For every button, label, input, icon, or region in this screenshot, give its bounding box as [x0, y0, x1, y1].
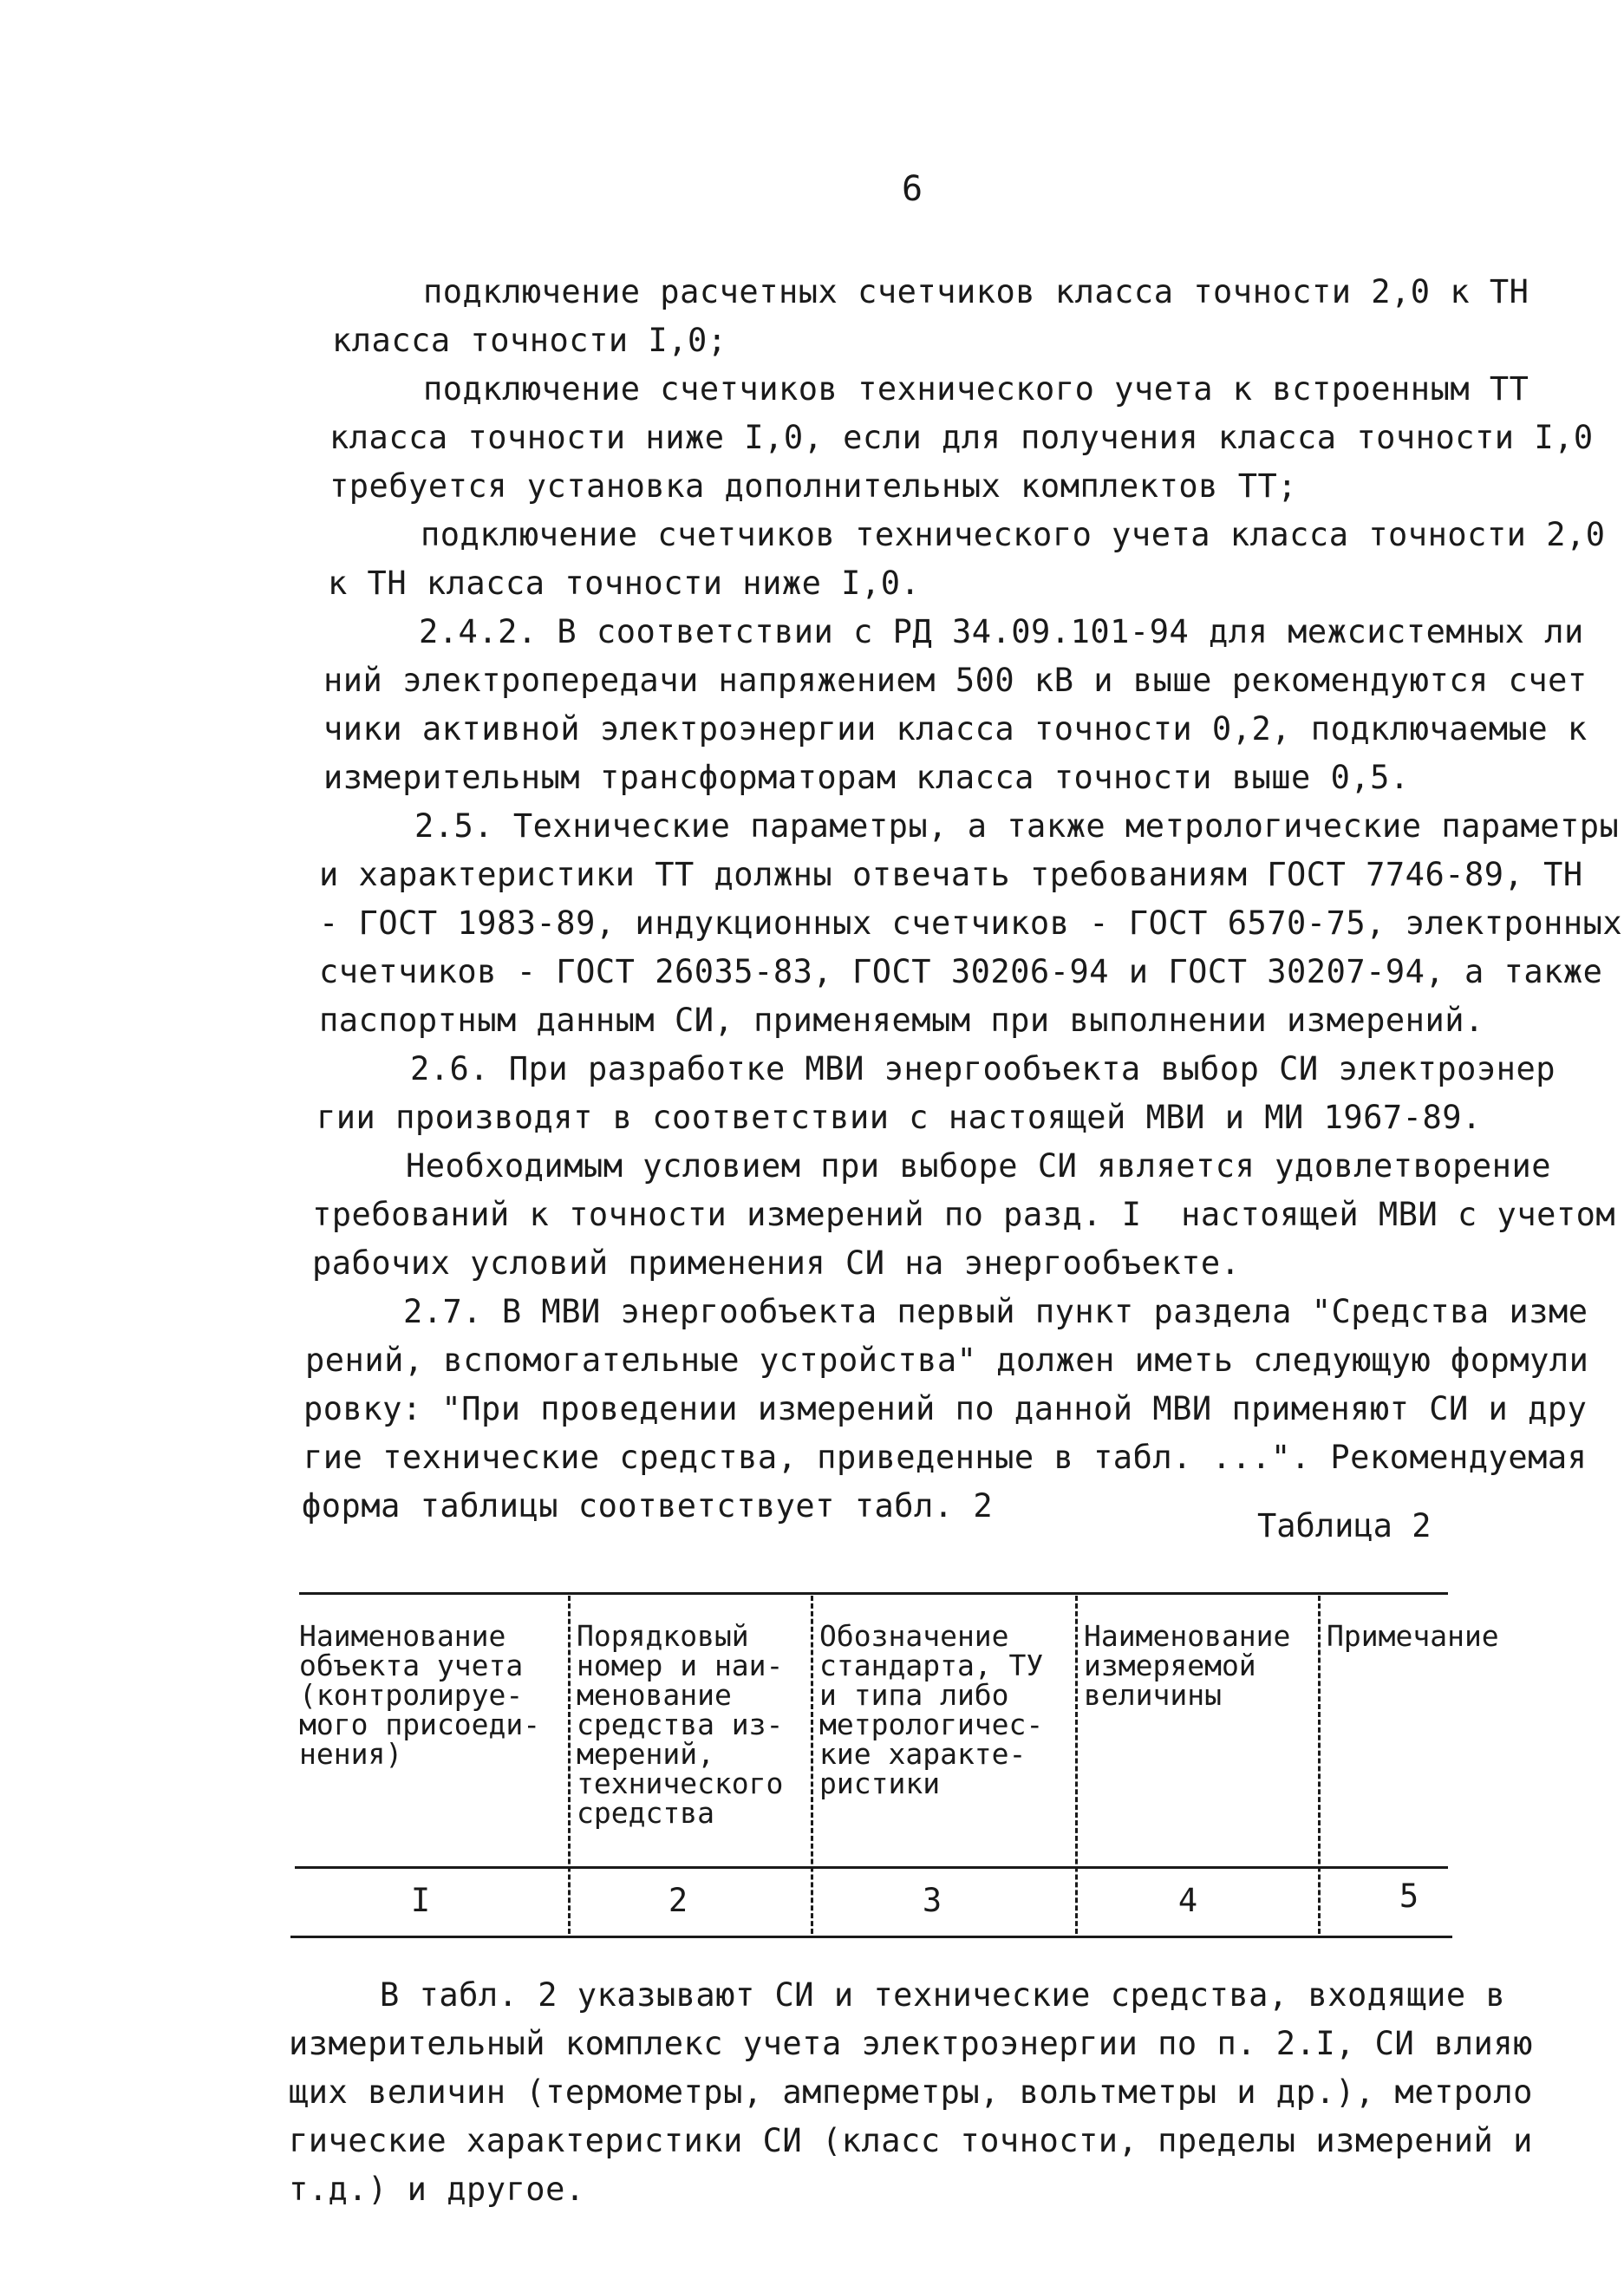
table-column-divider — [1318, 1596, 1321, 1934]
body-line: ровку: "При проведении измерений по данной МВИ применяют СИ и дру — [303, 1390, 1588, 1427]
table-column-divider — [1075, 1596, 1078, 1934]
table-header-line: средства из- — [577, 1708, 784, 1741]
body-line: паспортным данным СИ, применяемым при выполнении измерений. — [319, 1002, 1484, 1039]
body-line: измерительным трансформаторам класса точности выше 0,5. — [323, 759, 1410, 796]
body-line: класса точности ниже I,0, если для получения класса точности I,0 — [329, 419, 1594, 456]
body-line: 2.5. Технические параметры, а также метрологические параметры — [414, 807, 1620, 845]
page-number: 6 — [902, 169, 923, 209]
table-header-line: Наименование — [1084, 1619, 1291, 1653]
body-line: счетчиков - ГОСТ 26035-83, ГОСТ 30206-94 и ГОСТ 30207-94, а также — [319, 953, 1603, 990]
table-header-line: метрологичес- — [819, 1708, 1044, 1741]
body-line: к ТН класса точности ниже I,0. — [328, 565, 921, 602]
table-header-line: величины — [1084, 1678, 1222, 1712]
table-header-line: средства — [577, 1796, 714, 1830]
body-line: ний электропередачи напряжением 500 кВ и выше рекомендуются счет — [323, 662, 1588, 699]
body-line: 2.6. При разработке МВИ энергообъекта выбор СИ электроэнер — [410, 1050, 1556, 1087]
table-column-divider — [811, 1596, 813, 1934]
table-column-number: 3 — [922, 1882, 942, 1919]
table-column-number: 5 — [1399, 1877, 1419, 1915]
body-line: гические характеристики СИ (класс точности, пределы измерений и — [289, 2122, 1533, 2159]
table-header-line: Наименование — [299, 1619, 506, 1653]
body-line: 2.7. В МВИ энергообъекта первый пункт раздела "Средства изме — [403, 1293, 1588, 1330]
table-header-line: (контролируе- — [299, 1678, 524, 1712]
table-column-number: I — [410, 1882, 431, 1919]
table-caption: Таблица 2 — [1257, 1507, 1432, 1544]
table-column-number: 2 — [668, 1882, 688, 1919]
body-line: и характеристики ТТ должны отвечать требованиям ГОСТ 7746-89, ТН — [319, 856, 1583, 893]
table-column-divider — [568, 1596, 571, 1934]
table-header-line: мерений, — [577, 1737, 714, 1771]
table-column-number: 4 — [1177, 1882, 1198, 1919]
body-line: - ГОСТ 1983-89, индукционных счетчиков - ГОСТ 6570-75, электронных — [319, 904, 1623, 942]
table-header-line: ристики — [819, 1766, 941, 1800]
body-line: требуется установка дополнительных комплектов ТТ; — [329, 467, 1298, 505]
body-line: измерительный комплекс учета электроэнергии по п. 2.I, СИ влияю — [289, 2025, 1533, 2062]
table-top-rule — [299, 1592, 1448, 1595]
table-header-line: технического — [577, 1766, 784, 1800]
body-line: требований к точности измерений по разд. I настоящей МВИ с учетом — [312, 1196, 1616, 1233]
table-header-line: кие характе- — [819, 1737, 1027, 1771]
body-line: чики активной электроэнергии класса точности 0,2, подключаемые к — [323, 710, 1588, 748]
table-header-line: Порядковый — [577, 1619, 749, 1653]
table-header-line: стандарта, ТУ — [819, 1649, 1044, 1682]
table-header-line: нения) — [299, 1737, 403, 1771]
body-line: Необходимым условием при выборе СИ является удовлетворение — [406, 1147, 1552, 1185]
table-header-line: менование — [577, 1678, 732, 1712]
table-header-line: номер и наи- — [577, 1649, 784, 1682]
table-header-line: и типа либо — [819, 1678, 1009, 1712]
table-header-line: измеряемой — [1084, 1649, 1256, 1682]
table-bottom-rule — [290, 1936, 1452, 1938]
body-line: подключение счетчиков технического учета к встроенным ТТ — [423, 370, 1529, 408]
body-line: щих величин (термометры, амперметры, вольтметры и др.), метроло — [289, 2073, 1533, 2111]
body-line: В табл. 2 указывают СИ и технические средства, входящие в — [380, 1976, 1506, 2014]
table-header-line: Обозначение — [819, 1619, 1009, 1653]
body-line: гии производят в соответствии с настоящей МВИ и МИ 1967-89. — [316, 1099, 1482, 1136]
body-line: рабочих условий применения СИ на энергообъекте. — [312, 1244, 1241, 1282]
table-header-line: Примечание — [1327, 1619, 1499, 1653]
table-header-line: объекта учета — [299, 1649, 524, 1682]
body-line: т.д.) и другое. — [289, 2171, 585, 2208]
body-line: подключение счетчиков технического учета класса точности 2,0 — [421, 516, 1606, 553]
body-line: 2.4.2. В соответствии с РД 34.09.101-94 для межсистемных ли — [419, 613, 1584, 650]
table-header-line: мого присоеди- — [299, 1708, 541, 1741]
body-line: форма таблицы соответствует табл. 2 — [302, 1487, 994, 1525]
body-line: подключение расчетных счетчиков класса точности 2,0 к ТН — [423, 273, 1529, 310]
table-mid-rule — [295, 1866, 1448, 1869]
body-line: рений, вспомогательные устройства" должен иметь следующую формули — [305, 1342, 1589, 1379]
body-line: класса точности I,0; — [332, 322, 727, 359]
body-line: гие технические средства, приведенные в табл. ...". Рекомендуемая — [303, 1439, 1588, 1476]
